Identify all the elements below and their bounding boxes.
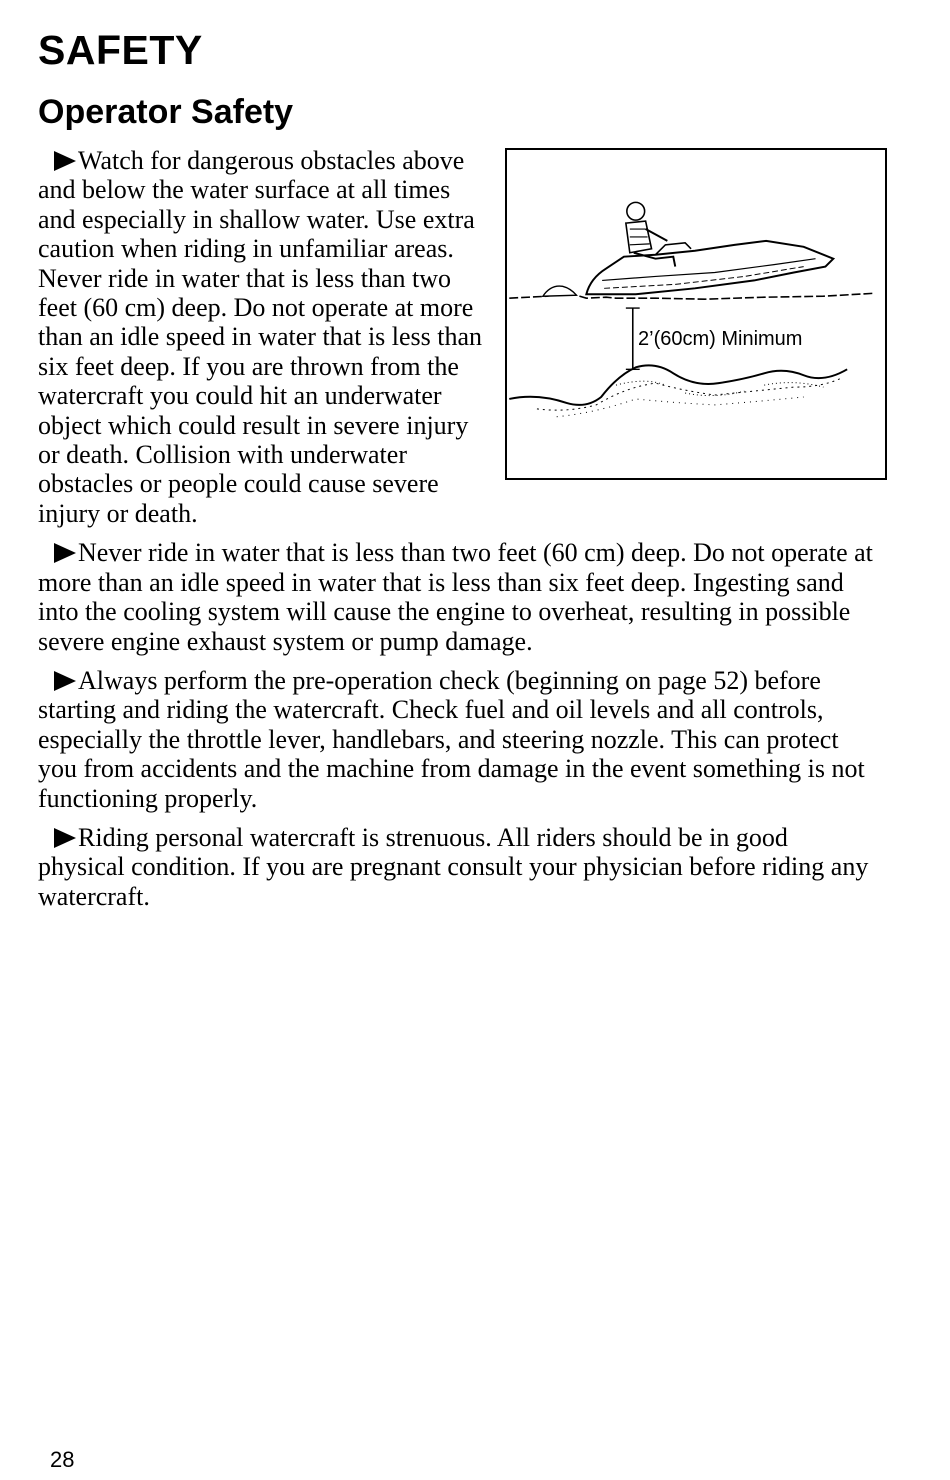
page-subtitle: Operator Safety (38, 93, 294, 131)
triangle-bullet-icon (54, 671, 76, 691)
safety-paragraph-physical (38, 823, 878, 911)
paragraph-text: Never ride in water that is less than two feet (60 cm) deep. Do not operate at more than an idle speed in water that is less than six feet deep. Ingesting sand into the cooling system will cause the engine to overheat, resulting in possible severe engine exhaust system or pump damage. (38, 538, 873, 656)
safety-paragraph-depth (38, 538, 878, 656)
paragraph-text: Always perform the pre-operation check (beginning on page 52) before starting and riding the watercraft. Check fuel and oil levels and all controls, especially the throttle lever, handlebars, and steering nozzle. This can protect you from accidents and the machine from damage in the event something is not functioning properly. (38, 665, 865, 813)
paragraph-text: Riding personal watercraft is strenuous. All riders should be in good physical condition. If you are pregnant consult your physician before riding any watercraft. (38, 822, 869, 911)
safety-paragraph-preoperation (38, 666, 878, 813)
page-number: 28 (50, 1447, 75, 1472)
triangle-bullet-icon (54, 828, 76, 848)
body-text (38, 146, 878, 921)
paragraph-text: Watch for dangerous obstacles above and below the water surface at all times and especially in shallow water. Use extra caution when riding in unfamiliar areas. Never ride in water that is less than two feet (60 cm) deep. Do not operate at more than an idle speed in water that is less than six feet deep. If you are thrown from the watercraft you could hit an underwater object which could result in severe injury or death. Collision with underwater obstacles or people could cause severe injury or death. (38, 146, 483, 528)
water-depth-illustration (505, 148, 887, 480)
triangle-bullet-icon (54, 543, 76, 563)
section-title: SAFETY (38, 27, 203, 73)
triangle-bullet-icon (54, 151, 76, 171)
watercraft-depth-drawing (507, 150, 885, 478)
minimum-depth-label: 2’(60cm) Minimum (638, 328, 803, 350)
